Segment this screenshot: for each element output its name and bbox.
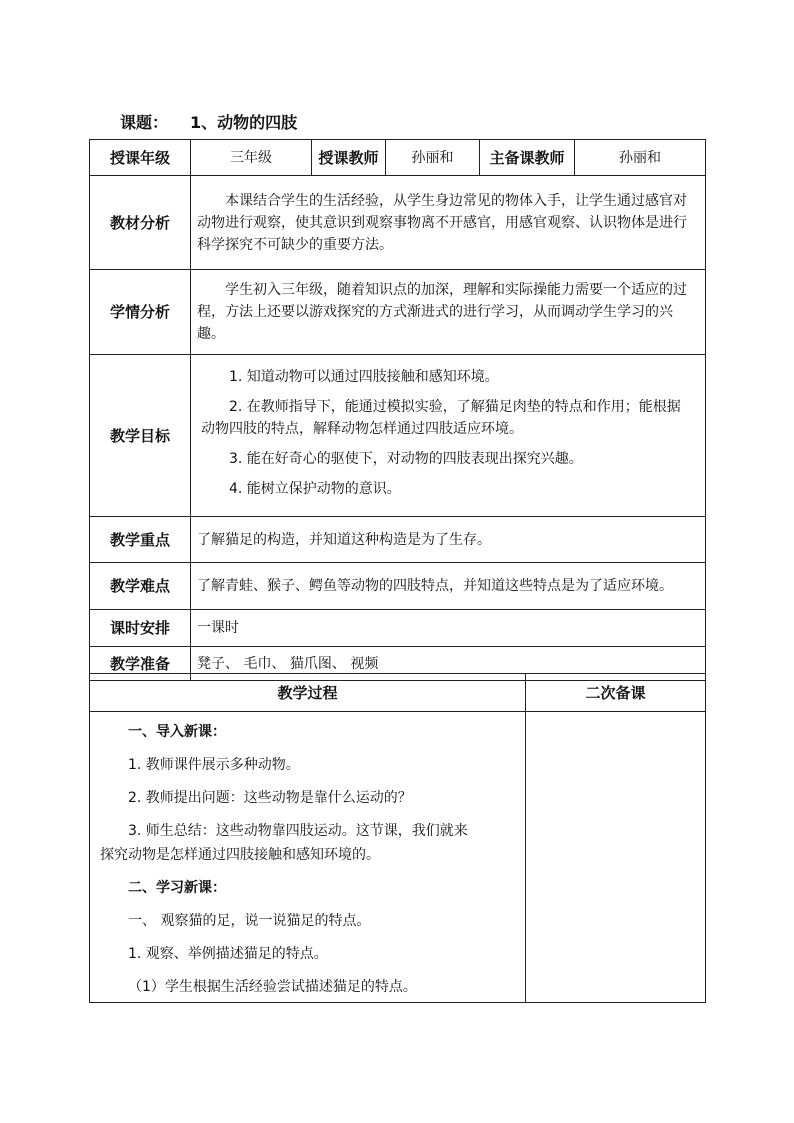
secondary-prep-cell xyxy=(526,712,706,1003)
textbook-row xyxy=(90,176,706,270)
textbook-cell xyxy=(191,176,706,270)
process-line: 2. 教师提出问题：这些动物是靠什么运动的？ xyxy=(128,790,412,806)
textbook-label: 教材分析 xyxy=(90,176,191,270)
teacher-label: 授课教师 xyxy=(312,140,386,176)
grade-label: 授课年级 xyxy=(90,140,191,176)
objective-item: 1. 知道动物可以通过四肢接触和感知环境。 xyxy=(229,369,499,385)
learner-cell xyxy=(191,270,706,355)
learner-label: 学情分析 xyxy=(90,270,191,355)
objectives-row xyxy=(90,355,706,517)
process-line: 一、导入新课： xyxy=(128,724,226,740)
prep-label: 教学准备 xyxy=(90,647,191,681)
grade-value: 三年级 xyxy=(191,140,312,176)
process-header-row xyxy=(90,674,706,712)
process-content xyxy=(90,712,526,1003)
objective-item: 4. 能树立保护动物的意识。 xyxy=(229,481,401,497)
process-line: 1. 观察、举例描述猫足的特点。 xyxy=(128,946,328,962)
key-label: 教学重点 xyxy=(90,517,191,563)
key-row xyxy=(90,517,706,563)
objectives-label: 教学目标 xyxy=(90,355,191,517)
schedule-label: 课时安排 xyxy=(90,610,191,647)
prep-text: 凳子、 毛巾、 猫爪图、 视频 xyxy=(191,647,706,681)
process-line: 一、 观察猫的足，说一说猫足的特点。 xyxy=(128,913,371,929)
process-line: 二、学习新课： xyxy=(128,880,226,896)
objective-item: 2. 在教师指导下，能通过模拟实验，了解猫足肉垫的特点和作用；能根据动物四肢的特点，解释动物怎样通过四肢适应环境。 xyxy=(201,399,681,437)
process-table xyxy=(89,673,706,1003)
process-line: （1）学生根据生活经验尝试描述猫足的特点。 xyxy=(128,979,417,995)
lead-teacher-value: 孙丽和 xyxy=(575,140,706,176)
schedule-row xyxy=(90,610,706,647)
learner-text: 学生初入三年级，随着知识点的加深，理解和实际操能力需要一个适应的过程，方法上还要以游戏探究的方式渐进式的进行学习，从而调动学生学习的兴趣。 xyxy=(197,282,687,342)
teacher-value: 孙丽和 xyxy=(386,140,480,176)
difficulty-text: 了解青蛙、猴子、鳄鱼等动物的四肢特点，并知道这些特点是为了适应环境。 xyxy=(191,563,706,610)
process-body-row xyxy=(90,712,706,1003)
difficulty-label: 教学难点 xyxy=(90,563,191,610)
textbook-text: 本课结合学生的生活经验，从学生身边常见的物体入手，让学生通过感官对动物进行观察，使其意识到观察事物离不开感官，用感官观察、认识物体是进行科学探究不可缺少的重要方法。 xyxy=(197,192,687,253)
schedule-text: 一课时 xyxy=(191,610,706,647)
process-header: 教学过程 xyxy=(90,674,526,712)
lesson-title xyxy=(120,110,297,133)
info-row xyxy=(90,140,706,176)
difficulty-row xyxy=(90,563,706,610)
process-line: 探究动物是怎样通过四肢接触和感知环境的。 xyxy=(100,847,380,863)
lead-teacher-label: 主备课教师 xyxy=(480,140,575,176)
process-line: 3. 师生总结：这些动物靠四肢运动。这节课，我们就来 xyxy=(128,823,468,839)
lesson-plan-table xyxy=(89,139,706,681)
objectives-list xyxy=(197,366,697,500)
objectives-cell xyxy=(191,355,706,517)
secondary-prep-header: 二次备课 xyxy=(526,674,706,712)
process-line: 1. 教师课件展示多种动物。 xyxy=(128,757,300,773)
key-text: 了解猫足的构造，并知道这种构造是为了生存。 xyxy=(191,517,706,563)
learner-row xyxy=(90,270,706,355)
objective-item: 3. 能在好奇心的驱使下，对动物的四肢表现出探究兴趣。 xyxy=(229,451,583,467)
lesson-title-label: 课题： xyxy=(120,113,169,132)
lesson-title-value: 1、动物的四肢 xyxy=(190,113,298,132)
